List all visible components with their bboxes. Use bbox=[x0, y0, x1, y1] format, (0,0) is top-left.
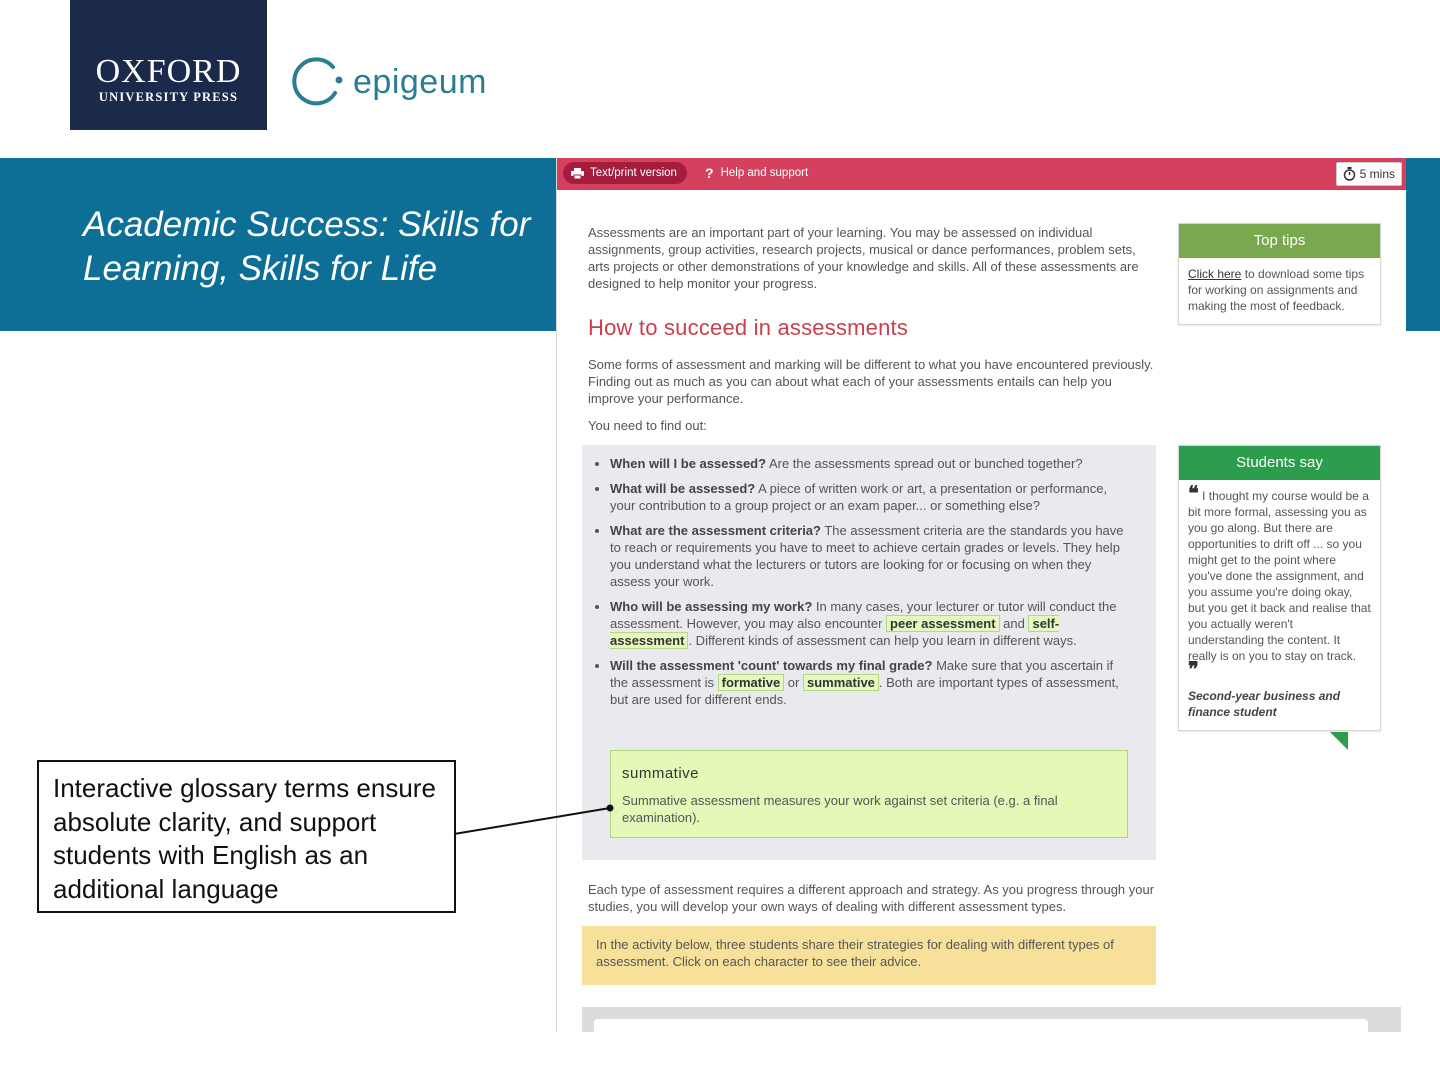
list-item bbox=[610, 455, 1130, 472]
activity-frame bbox=[582, 1007, 1401, 1032]
questions-box bbox=[582, 445, 1156, 860]
open-quote-icon: ❝ bbox=[1188, 483, 1199, 505]
forms-paragraph: Some forms of assessment and marking will be different to what you have encountered previously. Finding out as much as you can about what each of your assessments entails can help you improve your performance. bbox=[588, 357, 1154, 406]
close-quote-icon: ❞ bbox=[1188, 659, 1199, 681]
question-heading: Who will be assessing my work? bbox=[610, 599, 813, 614]
students-say-body bbox=[1179, 480, 1380, 730]
glossary-term-title: summative bbox=[622, 765, 700, 782]
duration-badge bbox=[1336, 162, 1402, 186]
activity-canvas[interactable] bbox=[594, 1019, 1368, 1032]
question-text: Are the assessments spread out or bunched together? bbox=[766, 456, 1083, 471]
question-heading: What are the assessment criteria? bbox=[610, 523, 821, 538]
question-text: and bbox=[999, 616, 1029, 631]
student-quote: I thought my course would be a bit more formal, assessing you as you go along. But there are opportunities to drift off ... so you might get to the point where you've done the assignment, and you assume you're doing okay, but you get it back and realise that you actually weren't understanding the content. It really is on you to stay on track. bbox=[1188, 489, 1371, 663]
annotation-callout bbox=[37, 760, 456, 913]
question-text: or bbox=[784, 675, 803, 690]
activity-note-text: In the activity below, three students share their strategies for dealing with different types of assessment. Click on each character to see their advice. bbox=[596, 937, 1114, 969]
text-print-version-label: Text/print version bbox=[590, 167, 677, 179]
section-heading: How to succeed in assessments bbox=[588, 315, 909, 340]
list-item bbox=[610, 522, 1130, 590]
list-item bbox=[610, 598, 1130, 649]
course-content-panel bbox=[556, 158, 1406, 1032]
approach-paragraph: Each type of assessment requires a different approach and strategy. As you progress through your studies, you will develop your own ways of dealing with different assessment types. bbox=[588, 882, 1155, 914]
content-toolbar bbox=[557, 158, 1406, 190]
top-tips-text: to download some tips for working on assignments and making the most of feedback. bbox=[1188, 267, 1365, 313]
glossary-definition: Summative assessment measures your work against set criteria (e.g. a final examination). bbox=[622, 793, 1058, 825]
list-item bbox=[610, 657, 1130, 708]
question-heading: When will I be assessed? bbox=[610, 456, 767, 471]
top-tips-download-link[interactable]: Click here bbox=[1188, 267, 1242, 281]
activity-note bbox=[582, 926, 1156, 985]
top-tips-body bbox=[1179, 258, 1380, 324]
oxford-logo-line2: UNIVERSITY PRESS bbox=[98, 90, 239, 104]
question-text: Make sure that you ascertain if the assessment is bbox=[610, 658, 1114, 690]
epigeum-logo bbox=[289, 54, 487, 110]
question-icon: ? bbox=[705, 165, 714, 181]
question-text: . Different kinds of assessment can help you learn in different ways. bbox=[688, 633, 1077, 648]
help-and-support-label: Help and support bbox=[720, 167, 809, 179]
duration-label: 5 mins bbox=[1359, 167, 1395, 181]
printer-icon bbox=[571, 168, 584, 179]
students-say-title: Students say bbox=[1179, 446, 1380, 480]
banner-right-strip bbox=[1405, 158, 1440, 331]
glossary-term-peer-assessment[interactable]: peer assessment bbox=[886, 615, 1000, 632]
epigeum-wordmark: epigeum bbox=[353, 62, 487, 101]
course-title: Academic Success: Skills for Learning, Skills for Life bbox=[83, 205, 531, 288]
top-tips-title: Top tips bbox=[1179, 224, 1380, 258]
help-and-support-button[interactable] bbox=[705, 162, 808, 184]
epigeum-circle-icon bbox=[289, 53, 347, 111]
speech-bubble-tail bbox=[1330, 732, 1348, 750]
students-say-card bbox=[1178, 445, 1381, 731]
annotation-text: Interactive glossary terms ensure absolute clarity, and support students with English as an additional language bbox=[53, 773, 436, 904]
student-attribution: Second-year business and finance student bbox=[1188, 689, 1341, 719]
glossary-term-formative[interactable]: formative bbox=[718, 674, 785, 691]
oxford-university-press-logo bbox=[70, 0, 267, 130]
glossary-popup bbox=[610, 750, 1128, 838]
top-tips-card bbox=[1178, 223, 1381, 325]
text-print-version-button[interactable] bbox=[563, 162, 687, 184]
oxford-logo-line1: OXFORD bbox=[95, 53, 242, 90]
question-text: A piece of written work or art, a presentation or performance, your contribution to a group project or an exam paper... or something else? bbox=[610, 481, 1108, 513]
intro-paragraph: Assessments are an important part of your learning. You may be assessed on individual assignments, group activities, research projects, musical or dance performances, problem sets, arts projects or other demonstrations of your knowledge and skills. All of these assessments are designed to help monitor your progress. bbox=[588, 225, 1139, 291]
question-text: In many cases, your lecturer or tutor will conduct the assessment. However, you may also encounter bbox=[610, 599, 1117, 631]
glossary-term-summative[interactable]: summative bbox=[803, 674, 879, 691]
question-text: The assessment criteria are the standards you have to reach or requirements you have to meet to achieve certain grades or levels. They help you understand what the lecturers or tutors are looking for or focusing on when they assess your work. bbox=[610, 523, 1124, 589]
questions-list bbox=[582, 455, 1130, 716]
question-text: . Both are important types of assessment, but are used for different ends. bbox=[610, 675, 1119, 707]
stopwatch-icon bbox=[1343, 167, 1356, 181]
list-item bbox=[610, 480, 1130, 514]
question-heading: Will the assessment 'count' towards my final grade? bbox=[610, 658, 933, 673]
find-out-label: You need to find out: bbox=[588, 418, 707, 433]
question-heading: What will be assessed? bbox=[610, 481, 756, 496]
glossary-term-self-assessment[interactable]: self-assessment bbox=[610, 616, 1060, 648]
